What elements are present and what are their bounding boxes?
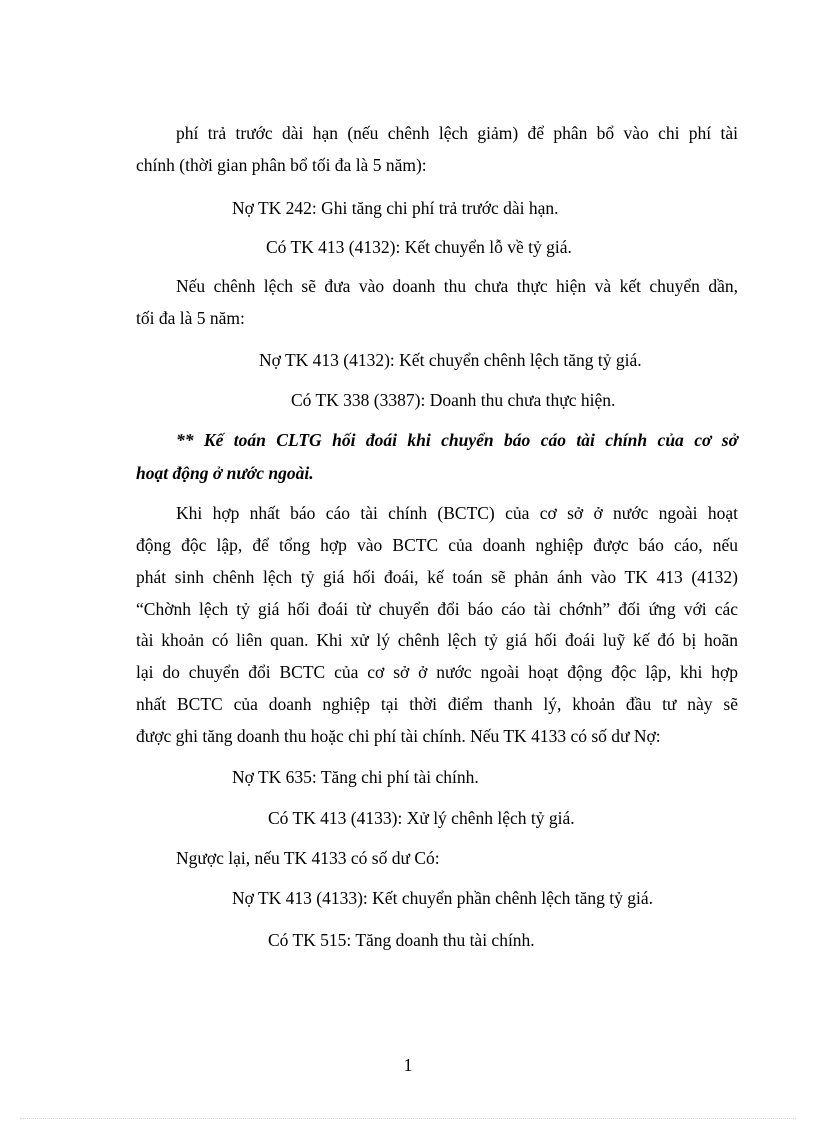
page-edge-divider xyxy=(20,1118,796,1119)
paragraph-line: lại do chuyển đổi BCTC của cơ sở ở nước ngoài hoạt động độc lập, khi hợp xyxy=(136,662,738,682)
journal-entry-debit: Nợ TK 413 (4132): Kết chuyển chênh lệch tăng tỷ giá. xyxy=(259,350,642,370)
paragraph-line: Khi hợp nhất báo cáo tài chính (BCTC) của cơ sở ở nước ngoài hoạt xyxy=(176,503,738,523)
paragraph-line: tối đa là 5 năm: xyxy=(136,308,245,328)
paragraph-line: phát sinh chênh lệch tỷ giá hối đoái, kế toán sẽ phản ánh vào TK 413 (4132) xyxy=(136,567,738,587)
section-heading: ** Kế toán CLTG hối đoái khi chuyển báo cáo tài chính của cơ sở xyxy=(176,430,738,450)
section-heading: hoạt động ở nước ngoài. xyxy=(136,463,314,483)
journal-entry-credit: Có TK 515: Tăng doanh thu tài chính. xyxy=(268,930,535,950)
journal-entry-debit: Nợ TK 242: Ghi tăng chi phí trả trước dài hạn. xyxy=(232,198,559,218)
journal-entry-credit: Có TK 413 (4133): Xử lý chênh lệch tỷ giá. xyxy=(268,808,575,828)
page-number: 1 xyxy=(403,1055,413,1075)
journal-entry-debit: Nợ TK 413 (4133): Kết chuyển phần chênh lệch tăng tỷ giá. xyxy=(232,888,654,908)
paragraph-line: chính (thời gian phân bổ tối đa là 5 năm): xyxy=(136,155,427,175)
journal-entry-debit: Nợ TK 635: Tăng chi phí tài chính. xyxy=(232,767,479,787)
paragraph-line: “Chờnh lệch tỷ giá hối đoái từ chuyển đổi báo cáo tài chớnh” đối ứng với các xyxy=(136,599,738,619)
journal-entry-credit: Có TK 413 (4132): Kết chuyển lỗ về tỷ giá. xyxy=(266,237,572,257)
paragraph-line: động độc lập, để tổng hợp vào BCTC của doanh nghiệp được báo cáo, nếu xyxy=(136,535,738,555)
paragraph-line: nhất BCTC của doanh nghiệp tại thời điểm thanh lý, khoản đầu tư này sẽ xyxy=(136,694,738,714)
paragraph-line: Nếu chênh lệch sẽ đưa vào doanh thu chưa thực hiện và kết chuyển dần, xyxy=(176,276,738,296)
journal-entry-credit: Có TK 338 (3387): Doanh thu chưa thực hiện. xyxy=(291,390,616,410)
paragraph-line: Ngược lại, nếu TK 4133 có số dư Có: xyxy=(176,848,440,868)
paragraph-line: được ghi tăng doanh thu hoặc chi phí tài chính. Nếu TK 4133 có số dư Nợ: xyxy=(136,726,661,746)
paragraph-line: phí trả trước dài hạn (nếu chênh lệch giảm) để phân bổ vào chi phí tài xyxy=(176,123,738,143)
paragraph-line: tài khoản có liên quan. Khi xử lý chênh lệch tỷ giá hối đoái luỹ kế đó bị hoãn xyxy=(136,630,738,650)
